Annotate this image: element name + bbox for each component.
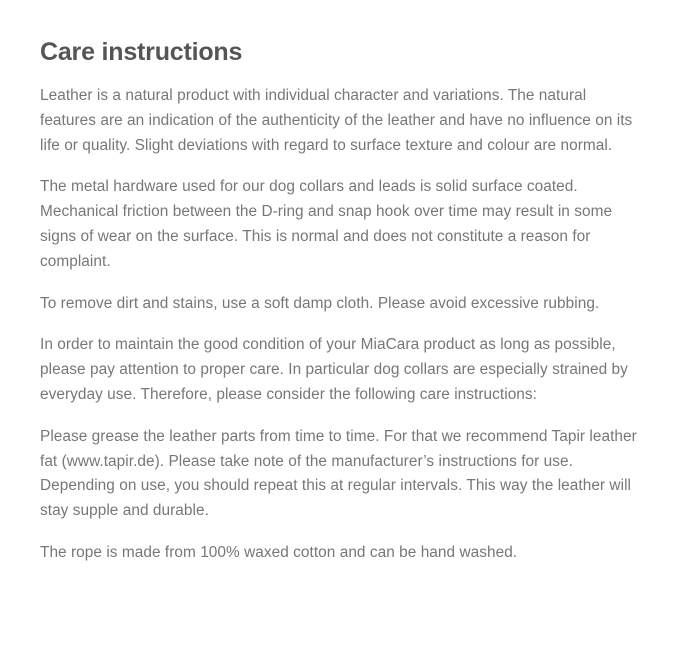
paragraph-greasing: Please grease the leather parts from time to time. For that we recommend Tapir leather fat (www.tapir.de). Please take note of the manufacturer’s instructions for use. Depending on use, you should repeat this at regular intervals. This way the leather will stay supple and durable. — [40, 427, 637, 520]
paragraph-metal-hardware: The metal hardware used for our dog collars and leads is solid surface coated. Mechanical friction between the D-ring and snap hook over time may result in some signs of wear on the surface. This is normal and does not constitute a reason for complaint. — [40, 178, 613, 270]
paragraph-rope: The rope is made from 100% waxed cotton and can be hand washed. — [40, 543, 518, 561]
paragraph-proper-care: In order to maintain the good condition of your MiaCara product as long as possible, please pay attention to proper care. In particular dog collars are especially strained by everyday use. Therefore, please consider the following care instructions: — [40, 336, 628, 403]
care-instructions-section — [40, 36, 640, 583]
paragraph-cleaning: To remove dirt and stains, use a soft damp cloth. Please avoid excessive rubbing. — [40, 294, 600, 312]
section-title: Care instructions — [40, 38, 243, 66]
paragraph-leather-nature: Leather is a natural product with individual character and variations. The natural features are an indication of the authenticity of the leather and have no influence on its life or quality. Slight deviations with regard to surface texture and colour are normal. — [40, 87, 633, 154]
